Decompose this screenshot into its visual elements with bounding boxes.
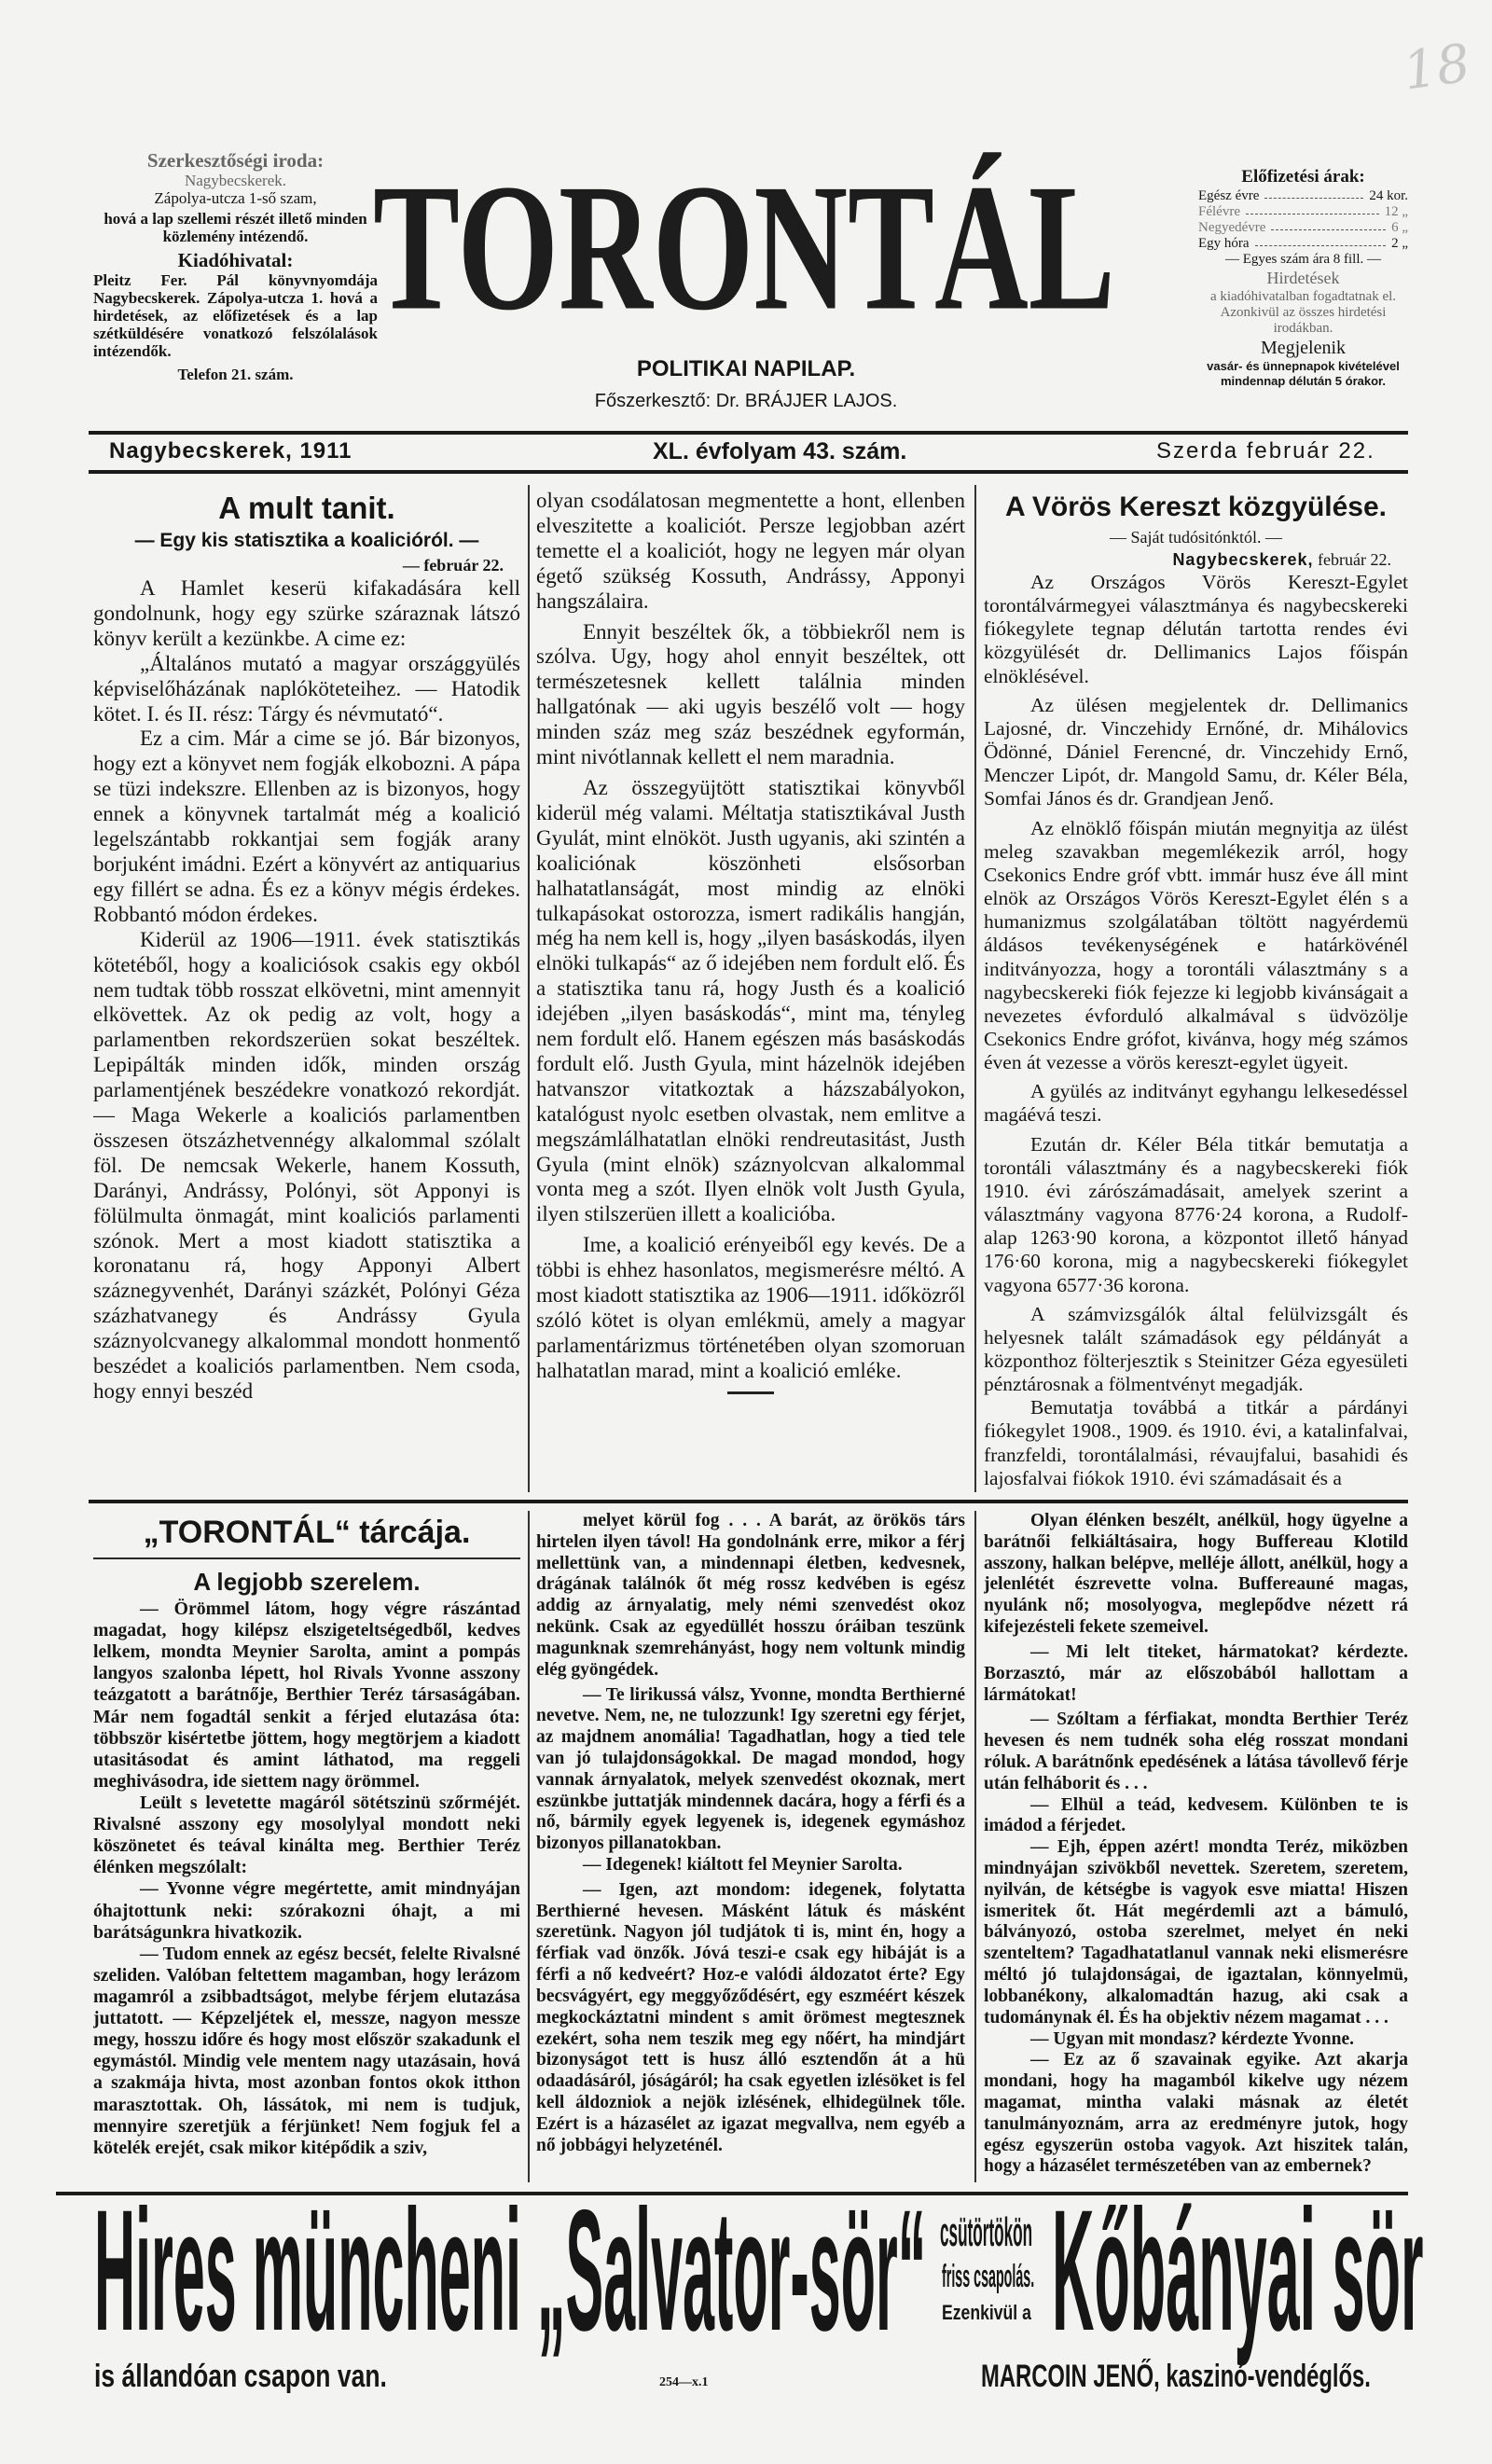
appears-heading: Megjelenik	[1260, 338, 1347, 358]
editorial-office-box	[93, 149, 378, 383]
paragraph: Ennyit beszéltek ők, a többiekről nem is szólva. Ugy, hogy ahol ennyit beszéltek, ott természetesnek kellett találnia minden hallgatónak — aki ugyis beszélő volt — hogy minden száz meg száz beszédnek egyformán, mint nivótlannak kellett el nem maradnia.	[536, 619, 965, 769]
price-value: 6 „	[1391, 220, 1408, 235]
paragraph: olyan csodálatosan megmentette a hont, ellenben elveszitette a koaliciót. Persze legjobban azért temette el a koaliciót, hogy ne legyen már olyan égető szükség Kossuth, Andrássy, Apponyi hangszálaira.	[536, 489, 965, 613]
volume-number: XL. évfolyam 43. szám.	[653, 438, 907, 464]
editorial-note: hová a lap szellemi részét illető minden közlemény intézendő.	[104, 210, 367, 245]
feuilleton-column-2	[536, 1511, 965, 2184]
header-rule	[89, 431, 1408, 435]
single-issue-price: — Egyes szám ára 8 fill. —	[1224, 252, 1382, 267]
advert-tagline: is állandóan csapon van.	[94, 2359, 387, 2394]
place-year: Nagybecskerek, 1911	[109, 438, 352, 464]
editor-in-chief: Főszerkesztő: Dr. BRÁJJER LAJOS.	[594, 391, 898, 411]
editorial-heading: Szerkesztőségi iroda:	[146, 149, 325, 172]
weekday-date: Szerda február 22.	[1156, 438, 1375, 464]
paragraph: — Mi lelt titeket, hármatokat? kérdezte. Borzasztó, már az előszobából hallottam a lármátokat!	[984, 1641, 1408, 1705]
paragraph: Az elnöklő főispán miután megnyitja az ülést meleg szavakban megemlékezik arról, hogy Csekonics Endre gróf vbtt. immár husz éve áll mint elnök az Országos Vörös Kereszt-Egylet élén s a humanizmus szolgálatában töltött nagyérdemü áldásos tevékenységének e határkövénél inditványozza, hogy a torontáli választmány s a nagybecskereki fiók fejezze ki legjobb kivánságait a nevezetes évforduló alkalmával s üdvözölje Csekonics Endre grófot, kivánva, hogy még számos éven át vezesse a vörös kereszt-egylet ügyeit.	[984, 816, 1408, 1074]
paragraph: — Tudom ennek az egész becsét, felelte Rivalsné szeliden. Valóban feltettem magamban, hogy lerázom magamról a zsibbadtságot, melybe férjem elutazása juttatott. — Képzeljétek el, messze, nagyon messze megy, hosszu időre és hogy most először szakadunk el egymástól. Mindig vele mentem nagy utazásain, hová a szakmája hivta, most azonban fontos okok itthon marasztottak. Oh, lássátok, mi nem is tudjuk, mennyire szeretjük a férjünket! Nem fogjuk fel a kötelék erejét, csak mikor kitépődik a sziv,	[93, 1943, 520, 2158]
editorial-city: Nagybecskerek.	[184, 172, 287, 189]
editorial-street: Zápolya-utcza 1-ső szam,	[154, 189, 317, 207]
advert-day: csütörtökön	[940, 2209, 1033, 2255]
price-value: 12 „	[1384, 204, 1408, 219]
column-divider	[528, 485, 530, 1492]
dateline-date: február 22.	[1318, 550, 1391, 569]
advert-beer-box	[1052, 2175, 1492, 2367]
price-row	[1198, 220, 1408, 236]
paragraph: Az ülésen megjelentek dr. Dellimanics Lajosné, dr. Vinczehidy Ernőné, dr. Mihálovics Ödönné, Dániel Ferencné, dr. Vinczehidy Ernő, Menczer Lipót, dr. Mangold Samu, dr. Kéler Béla, Somfai János és dr. Grandjean Jenő.	[984, 693, 1408, 810]
price-leader	[1271, 220, 1386, 230]
story-title: A legjobb szerelem.	[193, 1568, 421, 1596]
article-title: A Vörös Kereszt közgyülése.	[1004, 491, 1388, 522]
article-mult-tanit-continued	[536, 489, 965, 1494]
paragraph: — Ez az ő szavainak egyike. Azt akarja mondani, hogy ha magamból kikelve ugy nézem magamat, mintha valaki másnak az életét tanulmányoznám, arra az eredményre jutok, hogy egész egyszerün ostoba vagyok. Azt hiszitek talán, hogy a házasélet természetében van az embernek?	[984, 2050, 1408, 2177]
handwritten-page-number: 18	[1399, 33, 1474, 103]
price-row	[1198, 236, 1408, 252]
advert-besides: Ezenkivül a	[942, 2301, 1031, 2324]
price-label: Egy hóra	[1198, 236, 1250, 251]
paragraph: Kiderül az 1906—1911. évek statisztikás kötetéből, hogy a koaliciósok csakis egy okból nem tudtak több rosszat elkövetni, mint amennyit elkövettek. Az ok pedig az volt, hogy a parlamentben rekordszerüen sokat beszéltek. Lepipálták minden idők, minden ország parlamentjének beszédekre vonatkozó rekordját. — Maga Wekerle a koaliciós parlamentben összesen ötszázhetvennégy alkalommal szólalt föl. De nemcsak Wekerle, hanem Kossuth, Darányi, Andrássy, Polónyi, söt Apponyi is fölülmulta önmagát, mint koaliciós parlamenti szónok. Mert a most kiadott statisztika a koronatanu rá, hogy Apponyi Albert száznegyvenhét, Darányi százkét, Polónyi Géza százhatvanegy és Andrássy Gyula száznyolcvanegy alkalommal mondott honmentő beszédet a koaliciós parlamentben. Nem csoda, hogy ennyi beszéd	[93, 927, 520, 1403]
paragraph: Az Országos Vörös Kereszt-Egylet torontálvármegyei választmánya és nagybecskereki fiókegylete tegnap délután tartotta rendes évi közgyülését dr. Dellimanics Lajos főispán elnöklésével.	[984, 571, 1408, 687]
column-divider	[974, 1511, 976, 2182]
end-rule	[727, 1391, 774, 1394]
paragraph: A számvizsgálók által felülvizsgált és helyesnek talált számadások egy példányát a központhoz fölterjesztik s Steinitzer Géza egyesületi pénztárosnak a fölmentvényt megadják.	[984, 1302, 1408, 1396]
article-subtitle: — Saját tudósitónktól. —	[1109, 528, 1282, 547]
article-title: A mult tanit.	[218, 491, 395, 525]
price-list	[1198, 188, 1408, 252]
masthead-title: TORONTÁL	[373, 146, 1115, 349]
paragraph: A gyülés az inditványt egyhangu lelkesedéssel magáévá teszi.	[984, 1080, 1408, 1127]
paragraph: Ime, a koalició erényeiből egy kevés. De a többi is ehhez hasonlatos, megismerésre méltó. A most kiadott statisztika az 1906—1911. időközről szóló kötet is olyan emlékmü, amely a magyar parlamentárizmus történetében olyan szomoruan halhatatlan marad, mint a koalició emléke.	[536, 1233, 965, 1382]
prices-heading: Előfizetési árak:	[1241, 167, 1365, 187]
paragraph: melyet körül fog . . . A barát, az örökös társ hirtelen ilyen távol! Ha gondolnánk erre, mikor a férj mellettünk van, a mindennapi életben, kedvesnek, drágának találnók őt még rossz kedvében is egész addig az árnyalatig, mely némi szenvedést okoz nekünk. Csak az egyedüllét hosszu óráiban teszünk magunknak szemrehányást, hogy nem voltunk mindig elég gyöngédek.	[536, 1511, 965, 1680]
article-voros-kereszt	[984, 489, 1408, 1494]
paragraph: Bemutatja továbbá a titkár a párdányi fiókegylet 1908., 1909. és 1910. évi, a katalinfalvai, franzfeldi, torontálalmási, révaujfalui, basahidi és lajosfalvai fiókok 1910. évi számadásait és a	[984, 1396, 1408, 1489]
publisher-text: Pleitz Fer. Pál könyvnyomdája Nagybecskerek. Zápolya-utcza 1. hová a hirdetések, az előfizetések és a lap szétküldésére vonatkozó felszólalások intézendők.	[93, 271, 378, 360]
paragraph: — Te lirikussá válsz, Yvonne, mondta Berthierné nevetve. Nem, ne, ne tulozzunk! Igy szeretni egy férjet, az majdnem anomália! Tagadhatlan, hogy a tied tele van jó tulajdonságokkal. De magad mondod, hogy vannak árnyalatok, melyek szenvedést okoznak, mert eszünkbe juttatják mindennek dacára, hogy a férfi és a nő, bármily egyek legyenek is, idegenek egymáshoz bizonyos pillanatokban.	[536, 1684, 965, 1854]
feuilleton-column-3	[984, 1511, 1408, 2184]
paragraph: — Ejh, éppen azért! mondta Teréz, miközben mindnyájan szivökből nevettek. Szeretem, szeretem, nyilván, de kétségbe is vagyok esve miatta! Hiszen ismeritek őt. Hát megérdemli azt a bámuló, bálványozó, ostoba szerelmet, melyet én neki szenteltem? Tagadhatatlanul vannak neki elismerésre méltó jó tulajdonságai, de igaztalan, könnyelmü, lobbanékony, alkalomadtán hazug, aki csak a tudománynak él. És ha objektiv nézem magamat . . .	[984, 1837, 1408, 2028]
price-leader	[1264, 188, 1363, 199]
advert-proprietor: MARCOIN JENŐ, kaszinó-vendéglős.	[981, 2359, 1371, 2394]
feuilleton-column-1	[93, 1565, 520, 2184]
paragraph: — Ugyan mit mondasz? kérdezte Yvonne.	[1030, 2028, 1355, 2049]
paragraph: Ezután dr. Kéler Béla titkár bemutatja a torontáli választmány és a nagybecskereki fiók 1910. évi zárószámadásait, amelyek szerint a választmány vagyona 8776·24 korona, a Rudolf-alap 1263·90 korona, a központot illető hányad 176·60 korona, mig a nagybecskereki fiókegylet vagyona 6577·36 korona.	[984, 1132, 1408, 1296]
article-subtitle: — Egy kis statisztika a koalicióról. —	[134, 530, 479, 551]
paragraph: — Szóltam a férfiakat, mondta Berthier Teréz hevesen és nem tudnék soha elég rosszat mondani róluk. A barátnőnk epedésének a látása távollevő férje után felháborit és . . .	[984, 1710, 1408, 1793]
dateline-rule	[89, 470, 1408, 474]
article-mult-tanit	[93, 489, 520, 1494]
paragraph: — Igen, azt mondom: idegenek, folytatta Berthierné hevesen. Másként látuk és másként szeretünk. Nagyon jól tudjátok ti is, mint én, hogy a férfiak vad önzők. Jóvá teszi-e csak egy hibáját is a férfi a nő kedveért? Hoz-e valódi áldozatot érte? Egy becsvágyért, egy meggyőződésért, egy eszméért készek megkockáztatni mindent s amit örömest megtesznek ezekért, soha nem teszik meg egy nőért, ha mindjárt bizonyságot tett is husz álló esztendőn át a hü odaadásáról, jóságáról; ha csak egyetlen izlésöket is fel kell áldozniok a nejök izlésének, elhidegülnek tőle. Ezért is a házasélet az igazat megvallva, nem egyéb a nő jobbágyi helyzeténél.	[536, 1879, 965, 2155]
paragraph: — Örömmel látom, hogy végre rászántad magadat, hogy kilépsz elszigeteltségedből, kedves lelkem, mondta Meynier Sarolta, amint a pompás langyos szalonba lépett, hol Rivals Yvonne asszony teázgatott a barátnője, Berthier Teréz társaságában. Már nem fogadtál senkit a férjed elutazása óta: többször kisértetbe jöttem, hogy megtörjem a kiadott utasitásodat és amint láthatod, ma reggeli meghivásodra, ide siettem nagy örömmel.	[93, 1599, 520, 1792]
paragraph: Olyan élénken beszélt, anélkül, hogy ügyelne a barátnői felkiáltásaira, hogy Buffereau Klotild asszony, halkan belépve, melléje állott, anélkül, hogy a jelenlétét észrevette volna. Buffereauné magas, nyulánk nő; mosolyogva, meglepődve nézett rá kifejezésteli fekete szemeivel.	[984, 1511, 1408, 1638]
dateline-place: Nagybecskerek,	[1172, 550, 1314, 569]
appears-text: vasár- és ünnepnapok kivételével mindennap délután 5 órakor.	[1207, 359, 1400, 388]
paragraph: „Általános mutató a magyar országgyülés képviselőházának naplóköteteihez. — Hatodik kötet. I. és II. rész: Tárgy és névmutató“.	[93, 651, 520, 726]
feuilleton-header	[93, 1511, 520, 1559]
feuilleton-rule	[93, 1557, 520, 1559]
advert-fresh: friss csapolás.	[942, 2259, 1035, 2294]
column-divider	[974, 485, 976, 1492]
masthead-logo	[373, 146, 1119, 349]
tagline: POLITIKAI NAPILAP.	[636, 356, 856, 381]
paragraph: Ez a cim. Már a cime se jó. Bár bizonyos, hogy ezt a könyvet nem fogják elkobozni. A pápa se tüzi indekszre. Ellenben az is bizonyos, hogy ennek a könyvnek tartalmát még a koalició legelszántabb rokkantjai sem fogják arany borjuként imádni. Ezért a könyvért az antiquarius egy fillért se adna. És ez a könyv mégis érdekes. Robbantó módon érdekes.	[93, 727, 520, 926]
price-row	[1198, 204, 1408, 220]
advert-tagline-box	[94, 2358, 469, 2395]
price-label: Félévre	[1198, 204, 1240, 219]
publisher-heading: Kiadóhivatal:	[177, 249, 294, 271]
advert-beer: Kőbányai sör	[1052, 2175, 1424, 2367]
price-leader	[1255, 236, 1387, 246]
price-row	[1198, 188, 1408, 204]
feuilleton-section-title: „TORONTÁL“ tárcája.	[143, 1515, 471, 1550]
advert-headline: Hires müncheni „Salvator-sör“	[94, 2175, 927, 2367]
price-label: Egész évre	[1198, 188, 1260, 203]
paragraph: — Yvonne végre megértette, amit mindnyájan óhajtottunk neki: szórakozni óhajt, a mi barátságunkra hivatkozik.	[93, 1878, 520, 1943]
paragraph: Leült s levetette magáról sötétszinü szőrméjét. Rivalsné asszony egy mosolylyal mondott neki köszönetet és teával kinálta meg. Berthier Teréz élénken megszólalt:	[93, 1792, 520, 1878]
paragraph: Az összegyüjtött statisztikai könyvből kiderül még valami. Méltatja statisztikával Justh Gyulát, mint elnököt. Justh ugyanis, aki szintén a koaliciónak köszönheti elsősorban halhatatlanságát, most mindig az elnöki tulkapásokat ostorozza, ismert radikális hangján, még ha nem kell is, hogy „ilyen basáskodás, ilyen elnöki tulkapás“ az ő idejében nem fordult elő. És a statisztika tanu rá, hogy Justh és a koalició idejében „ilyen basáskodás“, mint ma, tényleg nem fordult elő. Hanem egészen más basáskodás fordult elő. Justh Gyula, mint házelnök idejében hatvanszor vitatkoztak a házszabályokon, katalógust nyolc esetben olvastak, nem emlitve a megszámlálhatatlan elnöki rendreutasitást, Justh Gyula (mint elnök) száznyolcvan alkalommal vonta meg a szót. Ilyen elnök volt Justh Gyula, ilyen stilszerüen illett a koalicióba.	[536, 775, 965, 1226]
price-value: 24 kor.	[1369, 188, 1408, 203]
advert-besides-box	[942, 2300, 1054, 2326]
column-divider	[528, 1511, 530, 2182]
price-leader	[1246, 204, 1379, 215]
paragraph: — Elhül a teád, kedvesem. Különben te is imádod a férjedet.	[984, 1794, 1408, 1836]
section-rule	[89, 1500, 1408, 1503]
advert-code: 254—x.1	[659, 2375, 709, 2389]
ads-text: a kiadóhivatalban fogadtatnak el. Azonkivül az összes hirdetési irodákban.	[1209, 289, 1397, 336]
subscription-box	[1198, 166, 1408, 389]
advert-proprietor-box	[981, 2358, 1492, 2395]
paragraph: — Idegenek! kiáltott fel Meynier Sarolta.	[583, 1855, 903, 1875]
ads-heading: Hirdetések	[1266, 269, 1340, 287]
paragraph: A Hamlet keserü kifakadására kell gondolnunk, hogy egy szürke száraznak látszó könyv került a kezünkbe. A cime ez:	[93, 576, 520, 650]
article-date: — február 22.	[402, 556, 504, 574]
price-value: 2 „	[1391, 236, 1408, 251]
phone-number: Telefon 21. szám.	[177, 366, 294, 383]
price-label: Negyedévre	[1198, 220, 1266, 235]
